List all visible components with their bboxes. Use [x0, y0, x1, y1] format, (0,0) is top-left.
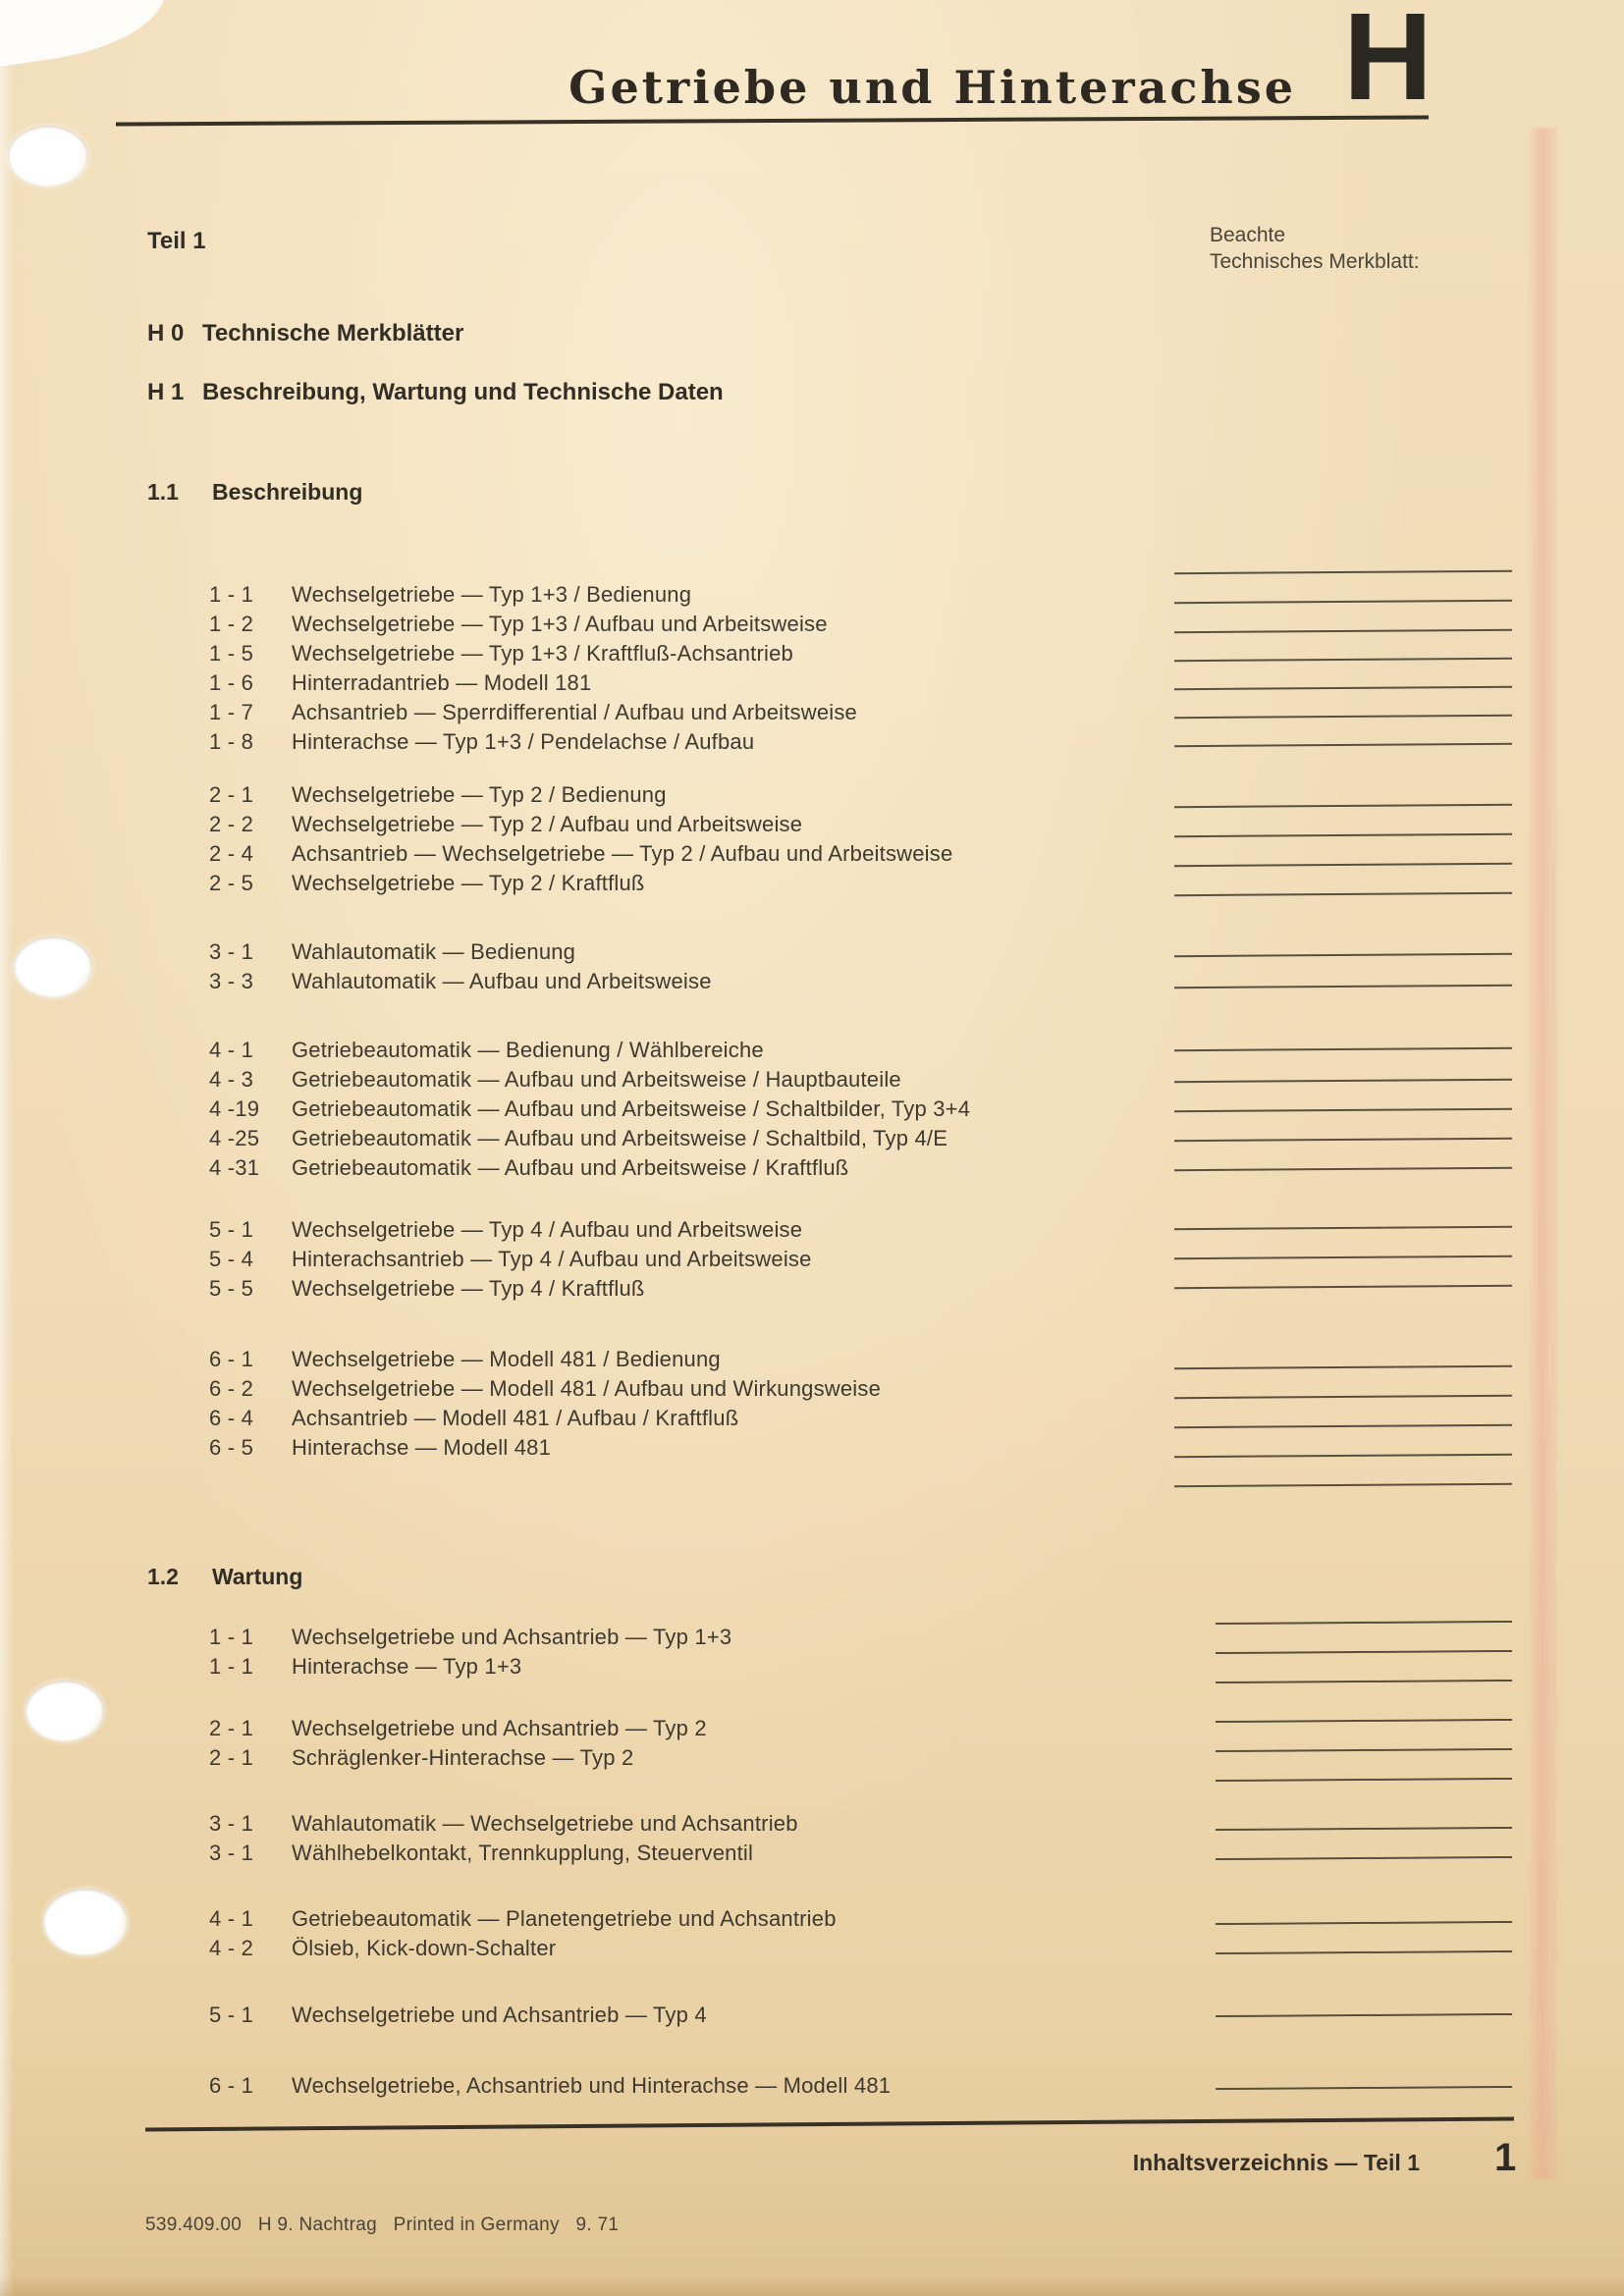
section-number: 1.1	[147, 479, 179, 505]
chapter-title: Technische Merkblätter	[202, 320, 464, 347]
scan-pink-edge-line	[1528, 128, 1557, 2179]
toc-item	[209, 1126, 947, 1151]
section-number: 1.2	[147, 1564, 179, 1589]
write-in-line	[1174, 715, 1512, 719]
toc-item	[209, 2073, 891, 2099]
section-title: Wartung	[212, 1564, 303, 1589]
write-in-line	[1174, 1424, 1512, 1428]
note-line-2: Technisches Merkblatt:	[1210, 250, 1420, 273]
toc-item	[209, 582, 691, 608]
toc-item	[209, 1841, 753, 1866]
item-ref: 3 - 1	[209, 939, 254, 964]
chapter-code: H 0	[147, 320, 185, 347]
punch-hole	[14, 936, 92, 997]
item-ref: 2 - 5	[209, 871, 254, 895]
write-in-line	[1216, 1748, 1512, 1752]
toc-item	[209, 1811, 798, 1837]
chapter-heading-h1	[147, 379, 724, 406]
item-title: Getriebeautomatik — Aufbau und Arbeitsweise / Kraftfluß	[292, 1155, 849, 1180]
note-block	[1210, 222, 1420, 275]
write-in-line	[1174, 1226, 1512, 1230]
item-ref: 5 - 5	[209, 1276, 254, 1301]
write-in-line	[1174, 985, 1512, 988]
toc-item	[209, 1936, 556, 1961]
item-title: Wahlautomatik — Aufbau und Arbeitsweise	[292, 969, 712, 993]
item-title: Achsantrieb — Sperrdifferential / Aufbau und Arbeitsweise	[292, 700, 857, 724]
write-in-line	[1174, 1483, 1512, 1487]
item-ref: 6 - 1	[209, 1347, 254, 1371]
item-ref: 2 - 1	[209, 1716, 254, 1740]
toc-item	[209, 1906, 837, 1932]
scan-bottom-shadow	[0, 2274, 1624, 2296]
item-title: Hinterachse — Modell 481	[292, 1435, 552, 1460]
write-in-line	[1174, 1454, 1512, 1458]
write-in-line	[1174, 1285, 1512, 1289]
write-in-line	[1174, 629, 1512, 633]
item-title: Wechselgetriebe — Modell 481 / Bedienung	[292, 1347, 721, 1371]
toc-item	[209, 1347, 721, 1372]
item-title: Wechselgetriebe, Achsantrieb und Hinterachse — Modell 481	[292, 2073, 892, 2098]
item-ref: 4 - 3	[209, 1067, 254, 1092]
write-in-line	[1174, 1079, 1512, 1083]
toc-item	[209, 2002, 707, 2028]
item-ref: 5 - 1	[209, 2002, 254, 2027]
item-ref: 4 - 1	[209, 1038, 254, 1062]
item-title: Getriebeautomatik — Planetengetriebe und Achsantrieb	[292, 1906, 837, 1931]
write-in-line	[1174, 1167, 1512, 1171]
write-in-line	[1174, 600, 1512, 604]
item-ref: 2 - 4	[209, 841, 254, 866]
toc-item	[209, 1096, 970, 1122]
toc-item	[209, 841, 952, 867]
write-in-line	[1216, 1778, 1512, 1782]
toc-item	[209, 1038, 764, 1063]
item-title: Wechselgetriebe — Typ 1+3 / Bedienung	[292, 582, 692, 607]
item-title: Achsantrieb — Wechselgetriebe — Typ 2 / Aufbau und Arbeitsweise	[292, 841, 953, 866]
write-in-line	[1216, 1719, 1512, 1723]
write-in-line	[1174, 686, 1512, 690]
item-ref: 6 - 4	[209, 1406, 254, 1430]
page-title: Getriebe und Hinterachse	[568, 61, 1296, 114]
write-in-line	[1216, 1650, 1512, 1654]
item-title: Schräglenker-Hinterachse — Typ 2	[292, 1745, 634, 1770]
item-title: Wahlautomatik — Wechselgetriebe und Achsantrieb	[292, 1811, 798, 1836]
item-ref: 1 - 1	[209, 1654, 254, 1679]
item-title: Wechselgetriebe und Achsantrieb — Typ 4	[292, 2002, 707, 2027]
item-title: Wechselgetriebe — Typ 1+3 / Aufbau und Arbeitsweise	[292, 612, 828, 636]
item-title: Getriebeautomatik — Aufbau und Arbeitsweise / Schaltbild, Typ 4/E	[292, 1126, 948, 1150]
item-ref: 2 - 1	[209, 1745, 254, 1770]
footer-rule	[145, 2117, 1514, 2132]
item-ref: 6 - 5	[209, 1435, 254, 1460]
item-title: Hinterachse — Typ 1+3	[292, 1654, 522, 1679]
toc-item	[209, 729, 754, 755]
item-title: Wechselgetriebe und Achsantrieb — Typ 2	[292, 1716, 707, 1740]
toc-item	[209, 871, 645, 896]
write-in-line	[1174, 1365, 1512, 1369]
toc-item	[209, 939, 575, 965]
item-ref: 3 - 1	[209, 1811, 254, 1836]
toc-item	[209, 1155, 848, 1181]
item-title: Ölsieb, Kick-down-Schalter	[292, 1936, 557, 1960]
item-ref: 3 - 1	[209, 1841, 254, 1865]
item-title: Wechselgetriebe — Typ 2 / Bedienung	[292, 782, 667, 807]
item-ref: 4 -25	[209, 1126, 260, 1150]
write-in-line	[1174, 863, 1512, 867]
item-ref: 1 - 6	[209, 670, 254, 695]
section-heading-beschreibung	[147, 479, 362, 506]
item-title: Wechselgetriebe — Typ 4 / Aufbau und Arbeitsweise	[292, 1217, 803, 1242]
item-ref: 3 - 3	[209, 969, 254, 993]
item-ref: 4 - 1	[209, 1906, 254, 1931]
write-in-line	[1216, 1827, 1512, 1831]
item-ref: 1 - 2	[209, 612, 254, 636]
item-title: Hinterachse — Typ 1+3 / Pendelachse / Aufbau	[292, 729, 755, 754]
scan-left-edge	[0, 0, 14, 2296]
toc-item	[209, 1654, 521, 1680]
write-in-line	[1216, 1950, 1512, 1954]
note-line-1: Beachte	[1210, 224, 1286, 246]
punch-hole	[26, 1681, 104, 1741]
toc-item	[209, 1217, 802, 1243]
footer-caption: Inhaltsverzeichnis — Teil 1	[1132, 2150, 1420, 2175]
item-ref: 2 - 1	[209, 782, 254, 807]
punch-hole	[43, 1889, 128, 1955]
chapter-code: H 1	[147, 379, 185, 405]
item-ref: 1 - 1	[209, 582, 254, 607]
write-in-line	[1216, 1921, 1512, 1925]
scan-corner-artifact	[0, 0, 172, 71]
write-in-line	[1216, 2013, 1512, 2017]
item-ref: 4 -19	[209, 1096, 260, 1121]
item-title: Wählhebelkontakt, Trennkupplung, Steuerventil	[292, 1841, 754, 1865]
write-in-line	[1174, 658, 1512, 662]
write-in-line	[1174, 804, 1512, 808]
write-in-line	[1174, 1255, 1512, 1259]
item-title: Hinterradantrieb — Modell 181	[292, 670, 592, 695]
item-title: Wechselgetriebe und Achsantrieb — Typ 1+3	[292, 1625, 732, 1649]
toc-item	[209, 700, 857, 725]
write-in-line	[1174, 1047, 1512, 1051]
toc-item	[209, 969, 712, 994]
toc-item	[209, 641, 793, 667]
page-number: 1	[1494, 2136, 1517, 2179]
write-in-line	[1174, 953, 1512, 957]
item-ref: 6 - 1	[209, 2073, 254, 2098]
item-title: Getriebeautomatik — Aufbau und Arbeitsweise / Hauptbauteile	[292, 1067, 901, 1092]
write-in-line	[1216, 1621, 1512, 1625]
write-in-line	[1174, 892, 1512, 896]
write-in-line	[1174, 833, 1512, 837]
item-title: Wahlautomatik — Bedienung	[292, 939, 576, 964]
header-rule	[116, 115, 1429, 126]
toc-item	[209, 1276, 645, 1302]
item-title: Wechselgetriebe — Typ 1+3 / Kraftfluß-Achsantrieb	[292, 641, 793, 666]
item-title: Wechselgetriebe — Typ 4 / Kraftfluß	[292, 1276, 645, 1301]
toc-item	[209, 1625, 731, 1650]
toc-item	[209, 1435, 551, 1461]
write-in-line	[1174, 570, 1512, 574]
chapter-title: Beschreibung, Wartung und Technische Daten	[202, 379, 724, 405]
item-ref: 4 -31	[209, 1155, 260, 1180]
toc-item	[209, 1406, 738, 1431]
section-heading-wartung	[147, 1564, 302, 1590]
item-ref: 5 - 1	[209, 1217, 254, 1242]
toc-item	[209, 1247, 812, 1272]
part-label: Teil 1	[147, 228, 206, 254]
write-in-line	[1216, 1680, 1512, 1683]
write-in-line	[1174, 1395, 1512, 1399]
item-ref: 1 - 5	[209, 641, 254, 666]
item-title: Wechselgetriebe — Typ 2 / Kraftfluß	[292, 871, 645, 895]
write-in-line	[1174, 1138, 1512, 1142]
toc-item	[209, 612, 828, 637]
item-ref: 1 - 1	[209, 1625, 254, 1649]
item-ref: 4 - 2	[209, 1936, 254, 1960]
write-in-line	[1174, 1108, 1512, 1112]
item-ref: 1 - 7	[209, 700, 254, 724]
toc-item	[209, 1745, 633, 1771]
punch-hole	[8, 126, 88, 187]
chapter-heading-h0	[147, 320, 463, 347]
item-title: Wechselgetriebe — Modell 481 / Aufbau und Wirkungsweise	[292, 1376, 882, 1401]
item-ref: 6 - 2	[209, 1376, 254, 1401]
item-ref: 5 - 4	[209, 1247, 254, 1271]
section-letter: H	[1343, 0, 1431, 126]
item-title: Getriebeautomatik — Aufbau und Arbeitsweise / Schaltbilder, Typ 3+4	[292, 1096, 971, 1121]
toc-item	[209, 782, 667, 808]
toc-item	[209, 670, 591, 696]
item-title: Wechselgetriebe — Typ 2 / Aufbau und Arbeitsweise	[292, 812, 803, 836]
item-title: Getriebeautomatik — Bedienung / Wählbereiche	[292, 1038, 764, 1062]
item-title: Achsantrieb — Modell 481 / Aufbau / Kraftfluß	[292, 1406, 739, 1430]
write-in-line	[1216, 2086, 1512, 2090]
write-in-line	[1216, 1856, 1512, 1860]
imprint-line: 539.409.00 H 9. Nachtrag Printed in Germany 9. 71	[145, 2215, 620, 2235]
item-ref: 1 - 8	[209, 729, 254, 754]
item-ref: 2 - 2	[209, 812, 254, 836]
write-in-line	[1174, 743, 1512, 747]
toc-item	[209, 812, 802, 837]
item-title: Hinterachsantrieb — Typ 4 / Aufbau und Arbeitsweise	[292, 1247, 812, 1271]
toc-item	[209, 1376, 881, 1402]
section-title: Beschreibung	[212, 479, 363, 505]
toc-item	[209, 1716, 707, 1741]
toc-item	[209, 1067, 901, 1093]
